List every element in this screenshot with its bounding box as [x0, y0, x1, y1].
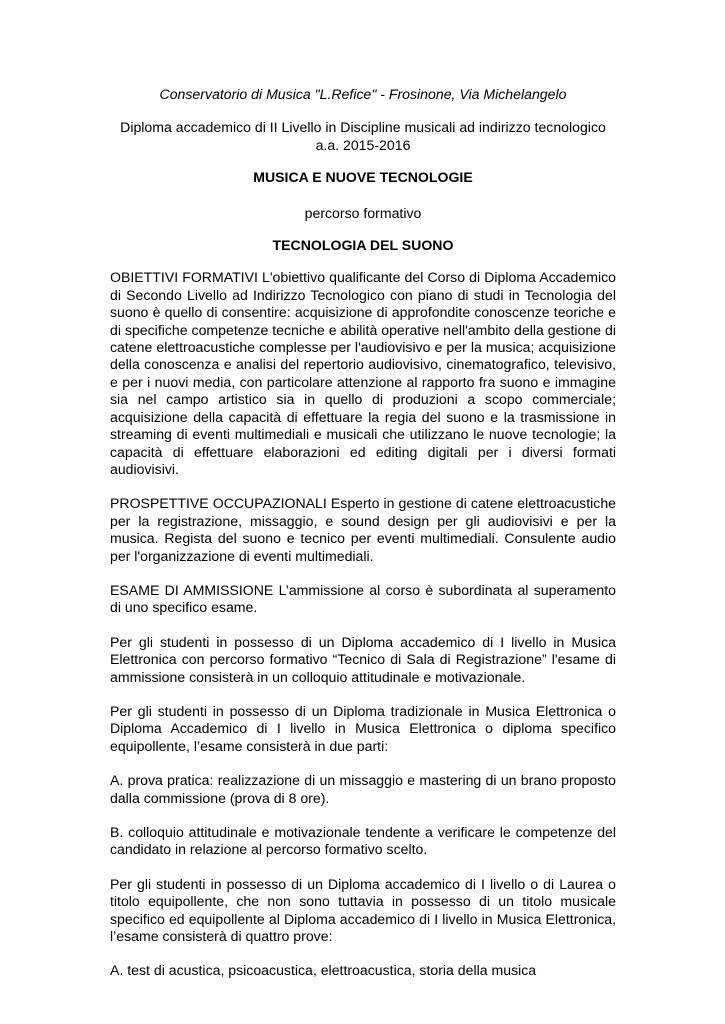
paragraph-esame: ESAME DI AMMISSIONE L’ammissione al corso è subordinata al superamento di uno specifico esame. — [110, 581, 616, 616]
document-subtitle: TECNOLOGIA DEL SUONO — [272, 237, 454, 254]
paragraph-obiettivi: OBIETTIVI FORMATIVI L'obiettivo qualificante del Corso di Diploma Accademico di Secondo Livello ad Indirizzo Tecnologico con piano di studi in Tecnologia del suono è quello di consentire: acquisizione di approfondite conoscenze teoriche e di specifiche competenze tecniche e abilità operative nell'ambito della gestione di catene elettroacustiche complesse per l'audiovisivo e per la musica; acquisizione della conoscenza e analisi del repertorio audiovisivo, cinematografico, televisivo, e per i nuovi media, con particolare attenzione al rapporto fra suono e immagine sia nel campo artistico sia in quello di produzioni a scopo commerciale; acquisizione della capacità di effettuare la regia del suono e la trasmissione in streaming di eventi multimediali e musicali che utilizzano le nuove tecnologie; la capacità di effettuare elaborazioni ed editing digitali per i diversi formati audiovisivi. — [110, 269, 616, 477]
paragraph-test-a: A. test di acustica, psicoacustica, elettroacustica, storia della musica — [110, 962, 537, 979]
diploma-line-1: Diploma accademico di II Livello in Discipline musicali ad indirizzo tecnologico — [120, 119, 606, 136]
paragraph-prova-b: B. colloquio attitudinale e motivazionale tendente a verificare le competenze del candidato in relazione al percorso formativo scelto. — [110, 824, 616, 858]
academic-year: a.a. 2015-2016 — [315, 136, 411, 153]
paragraph-studenti-3: Per gli studenti in possesso di un Diploma accademico di I livello o di Laurea o titolo equipollente, che non sono tuttavia in possesso di un titolo musicale specifico ed equipollente al Diploma accademico di I livello in Musica Elettronica, l’esame consisterà di quattro prove: — [110, 875, 616, 945]
percorso-label: percorso formativo — [304, 204, 422, 221]
document-page — [110, 86, 616, 997]
paragraph-studenti-2: Per gli studenti in possesso di un Diploma tradizionale in Musica Elettronica o Diploma Accademico di I livello in Musica Elettronica o diploma specifico equipollente, l’esame consisterà in due parti: — [110, 702, 616, 754]
institution-line: Conservatorio di Musica "L.Refice" - Frosinone, Via Michelangelo — [159, 86, 567, 102]
document-title: MUSICA E NUOVE TECNOLOGIE — [253, 169, 473, 186]
paragraph-prova-a: A. prova pratica: realizzazione di un missaggio e mastering di un brano proposto dalla commissione (prova di 8 ore). — [110, 772, 616, 806]
diploma-heading — [110, 119, 616, 154]
paragraph-prospettive: PROSPETTIVE OCCUPAZIONALI Esperto in gestione di catene elettroacustiche per la registrazione, missaggio, e sound design per gli audiovisivi e per la musica. Regista del suono e tecnico per eventi multimediali. Consulente audio per l'organizzazione di eventi multimediali. — [110, 495, 616, 564]
paragraph-studenti-1: Per gli studenti in possesso di un Diploma accademico di I livello in Musica Elettronica con percorso formativo “Tecnico di Sala di Registrazione” l'esame di ammissione consisterà in un colloquio attitudinale e motivazionale. — [110, 633, 616, 685]
